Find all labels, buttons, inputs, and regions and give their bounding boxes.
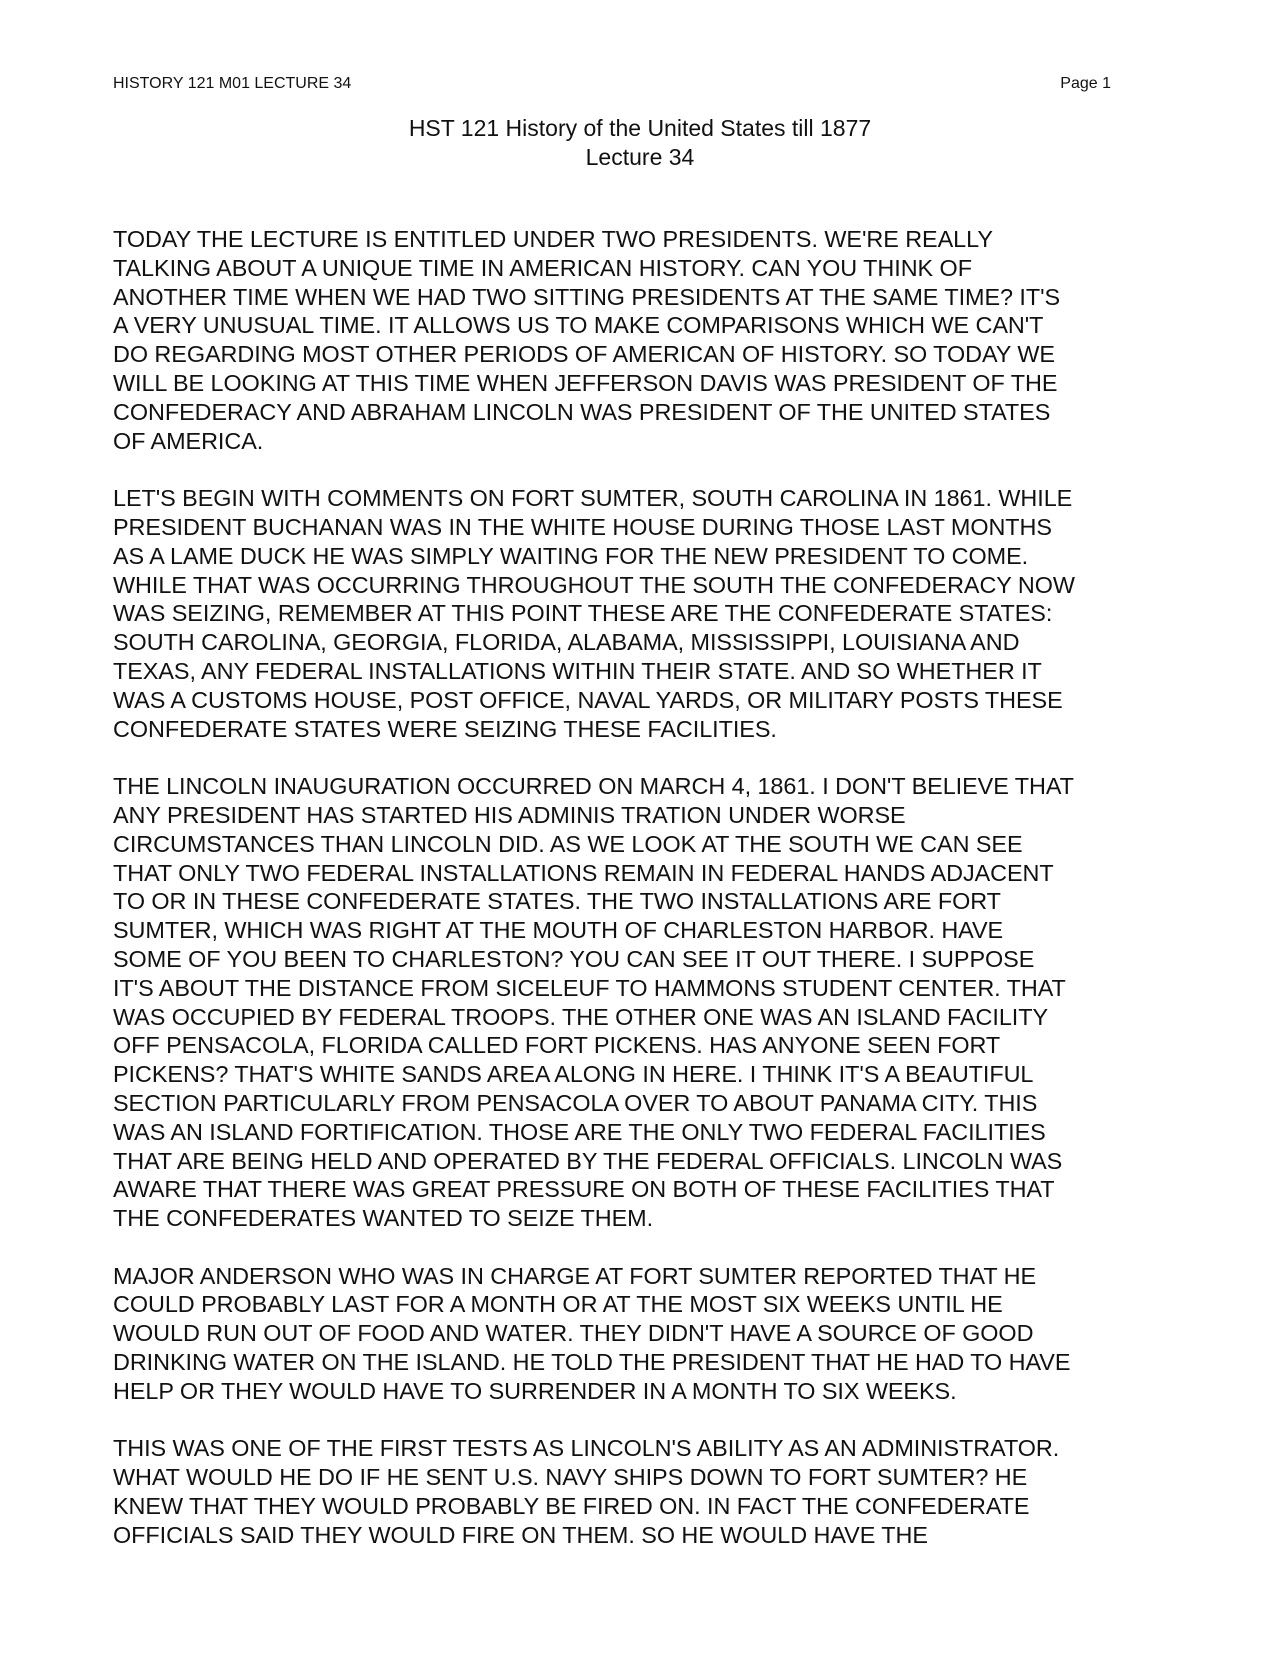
- text-line: WAS AN ISLAND FORTIFICATION. THOSE ARE THE ONLY TWO FEDERAL FACILITIES: [113, 1118, 1046, 1145]
- text-line: WAS A CUSTOMS HOUSE, POST OFFICE, NAVAL YARDS, OR MILITARY POSTS THESE: [113, 686, 1063, 713]
- text-line: WHILE THAT WAS OCCURRING THROUGHOUT THE SOUTH THE CONFEDERACY NOW: [113, 571, 1075, 598]
- text-line: CIRCUMSTANCES THAN LINCOLN DID. AS WE LOOK AT THE SOUTH WE CAN SEE: [113, 830, 1023, 857]
- text-line: WOULD RUN OUT OF FOOD AND WATER. THEY DIDN'T HAVE A SOURCE OF GOOD: [113, 1320, 1034, 1347]
- text-line: WILL BE LOOKING AT THIS TIME WHEN JEFFERSON DAVIS WAS PRESIDENT OF THE: [113, 369, 1058, 396]
- page-number: Page 1: [1060, 75, 1111, 92]
- text-line: WAS OCCUPIED BY FEDERAL TROOPS. THE OTHER ONE WAS AN ISLAND FACILITY: [113, 1003, 1049, 1030]
- text-line: ANOTHER TIME WHEN WE HAD TWO SITTING PRESIDENTS AT THE SAME TIME? IT'S: [113, 283, 1061, 310]
- text-line: SOME OF YOU BEEN TO CHARLESTON? YOU CAN SEE IT OUT THERE. I SUPPOSE: [113, 945, 1035, 972]
- text-line: SUMTER, WHICH WAS RIGHT AT THE MOUTH OF CHARLESTON HARBOR. HAVE: [113, 917, 1004, 944]
- text-line: SECTION PARTICULARLY FROM PENSACOLA OVER TO ABOUT PANAMA CITY. THIS: [113, 1089, 1038, 1116]
- text-line: LET'S BEGIN WITH COMMENTS ON FORT SUMTER, SOUTH CAROLINA IN 1861. WHILE: [113, 485, 1073, 512]
- text-line: TODAY THE LECTURE IS ENTITLED UNDER TWO PRESIDENTS. WE'RE REALLY: [113, 226, 993, 252]
- paragraph: [113, 1434, 1163, 1549]
- text-line: AS A LAME DUCK HE WAS SIMPLY WAITING FOR THE NEW PRESIDENT TO COME.: [113, 542, 1029, 569]
- text-line: THE CONFEDERATES WANTED TO SEIZE THEM.: [113, 1205, 654, 1232]
- text-line: DRINKING WATER ON THE ISLAND. HE TOLD THE PRESIDENT THAT HE HAD TO HAVE: [113, 1349, 1071, 1376]
- text-line: TO OR IN THESE CONFEDERATE STATES. THE TWO INSTALLATIONS ARE FORT: [113, 888, 1001, 915]
- text-line: IT'S ABOUT THE DISTANCE FROM SICELEUF TO HAMMONS STUDENT CENTER. THAT: [113, 974, 1066, 1001]
- paragraph: [113, 225, 1163, 455]
- text-line: WAS SEIZING, REMEMBER AT THIS POINT THESE ARE THE CONFEDERATE STATES:: [113, 600, 1053, 627]
- text-line: THE LINCOLN INAUGURATION OCCURRED ON MARCH 4, 1861. I DON'T BELIEVE THAT: [113, 773, 1074, 800]
- title-line-lecture: Lecture 34: [585, 144, 695, 170]
- paragraph: [113, 1262, 1163, 1406]
- paragraph: [113, 484, 1163, 743]
- text-line: SOUTH CAROLINA, GEORGIA, FLORIDA, ALABAMA, MISSISSIPPI, LOUISIANA AND: [113, 629, 1020, 656]
- text-line: PICKENS? THAT'S WHITE SANDS AREA ALONG IN HERE. I THINK IT'S A BEAUTIFUL: [113, 1061, 1034, 1088]
- text-line: TALKING ABOUT A UNIQUE TIME IN AMERICAN HISTORY. CAN YOU THINK OF: [113, 254, 972, 281]
- text-line: THIS WAS ONE OF THE FIRST TESTS AS LINCOLN'S ABILITY AS AN ADMINISTRATOR.: [113, 1435, 1060, 1462]
- text-line: OFFICIALS SAID THEY WOULD FIRE ON THEM. SO HE WOULD HAVE THE: [113, 1521, 928, 1548]
- lecture-body: [113, 225, 1163, 1578]
- text-line: HELP OR THEY WOULD HAVE TO SURRENDER IN A MONTH TO SIX WEEKS.: [113, 1377, 957, 1404]
- text-line: DO REGARDING MOST OTHER PERIODS OF AMERICAN OF HISTORY. SO TODAY WE: [113, 341, 1055, 368]
- text-line: CONFEDERACY AND ABRAHAM LINCOLN WAS PRESIDENT OF THE UNITED STATES: [113, 398, 1051, 425]
- text-line: CONFEDERATE STATES WERE SEIZING THESE FACILITIES.: [113, 715, 777, 742]
- text-line: TEXAS, ANY FEDERAL INSTALLATIONS WITHIN THEIR STATE. AND SO WHETHER IT: [113, 657, 1042, 684]
- header-course-label: HISTORY 121 M01 LECTURE 34: [113, 75, 352, 92]
- text-line: COULD PROBABLY LAST FOR A MONTH OR AT THE MOST SIX WEEKS UNTIL HE: [113, 1291, 1003, 1318]
- document-title: [0, 114, 1280, 172]
- text-line: THAT ONLY TWO FEDERAL INSTALLATIONS REMAIN IN FEDERAL HANDS ADJACENT: [113, 859, 1054, 886]
- text-line: KNEW THAT THEY WOULD PROBABLY BE FIRED ON. IN FACT THE CONFEDERATE: [113, 1493, 1030, 1520]
- text-line: AWARE THAT THERE WAS GREAT PRESSURE ON BOTH OF THESE FACILITIES THAT: [113, 1176, 1055, 1203]
- running-header: [113, 74, 1111, 94]
- text-line: MAJOR ANDERSON WHO WAS IN CHARGE AT FORT SUMTER REPORTED THAT HE: [113, 1262, 1036, 1289]
- text-line: OFF PENSACOLA, FLORIDA CALLED FORT PICKENS. HAS ANYONE SEEN FORT: [113, 1032, 1001, 1059]
- text-line: A VERY UNUSUAL TIME. IT ALLOWS US TO MAKE COMPARISONS WHICH WE CAN'T: [113, 312, 1044, 339]
- text-line: ANY PRESIDENT HAS STARTED HIS ADMINIS TRATION UNDER WORSE: [113, 801, 906, 828]
- text-line: PRESIDENT BUCHANAN WAS IN THE WHITE HOUSE DURING THOSE LAST MONTHS: [113, 513, 1052, 540]
- paragraph: [113, 772, 1163, 1233]
- text-line: THAT ARE BEING HELD AND OPERATED BY THE FEDERAL OFFICIALS. LINCOLN WAS: [113, 1147, 1063, 1174]
- text-line: WHAT WOULD HE DO IF HE SENT U.S. NAVY SHIPS DOWN TO FORT SUMTER? HE: [113, 1464, 1028, 1491]
- text-line: OF AMERICA.: [113, 427, 264, 454]
- title-line-course: HST 121 History of the United States till 1877: [408, 115, 872, 141]
